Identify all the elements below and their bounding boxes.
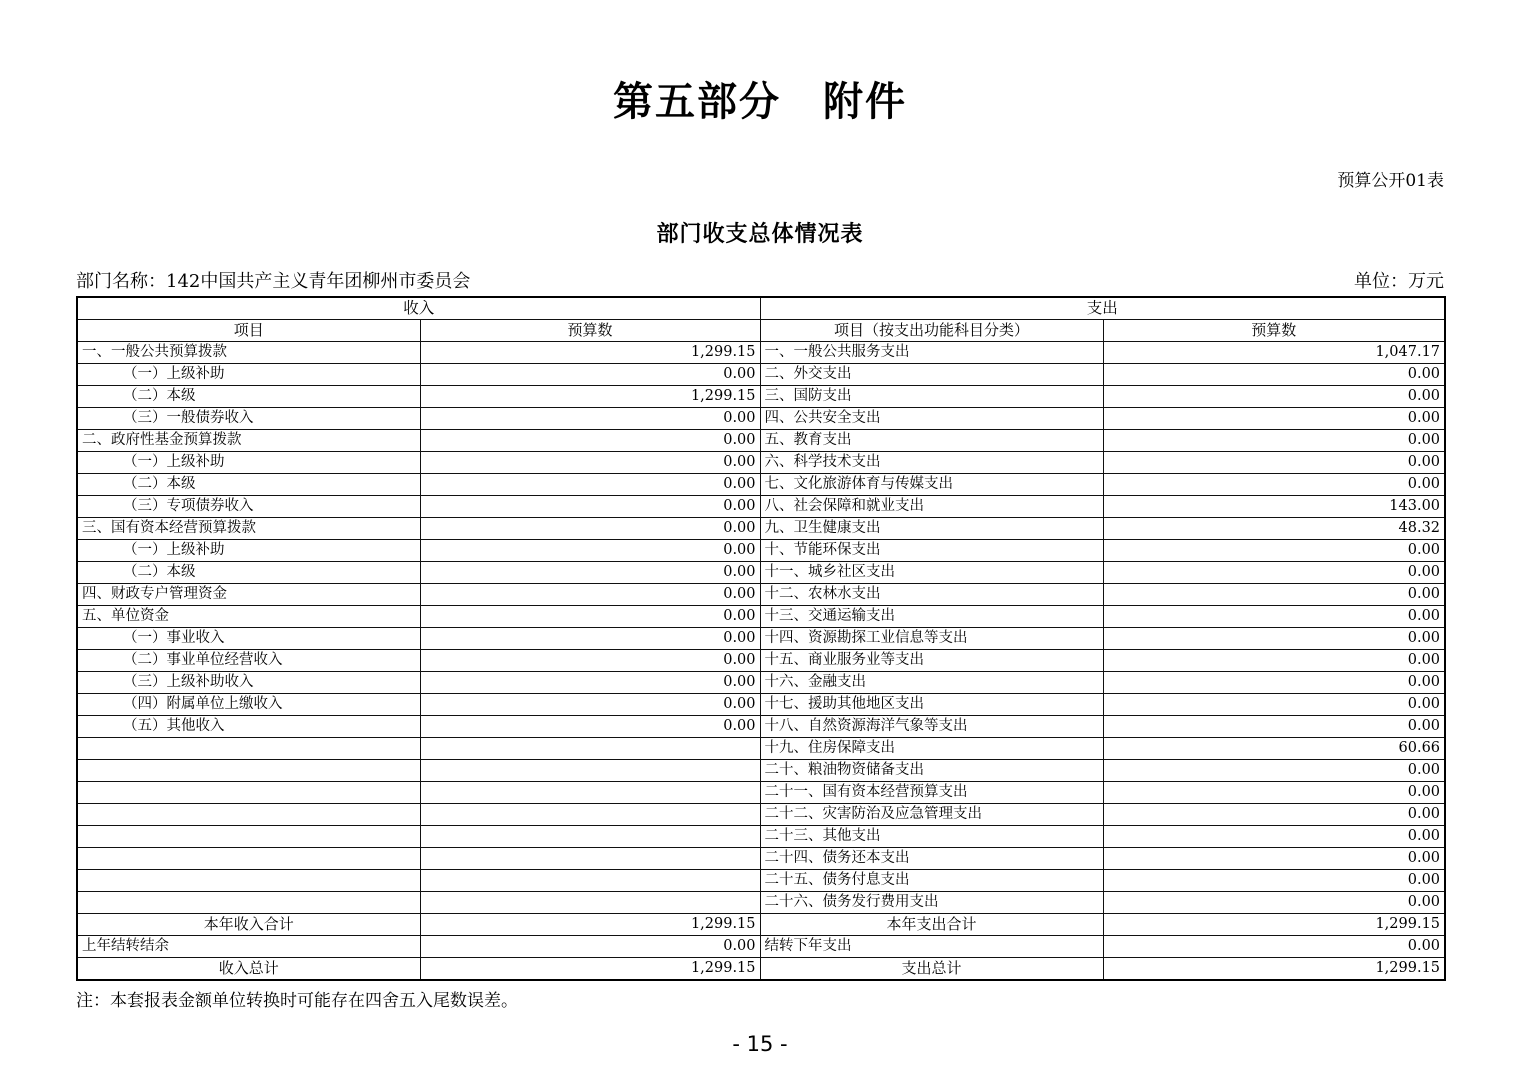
- expense-item-cell: 十八、自然资源海洋气象等支出: [760, 716, 1103, 738]
- table-section-header-row: [77, 297, 1445, 320]
- expense-value-cell: 1,299.15: [1103, 958, 1445, 981]
- expense-value-cell: 0.00: [1103, 936, 1445, 958]
- income-item-cell: 收入总计: [77, 958, 420, 981]
- income-value-cell: 1,299.15: [420, 958, 760, 981]
- expense-value-cell: 0.00: [1103, 628, 1445, 650]
- page-number: - 15 -: [732, 1032, 788, 1056]
- department-name: 部门名称：142中国共产主义青年团柳州市委员会: [76, 271, 471, 292]
- income-item-cell: （四）附属单位上缴收入: [77, 694, 420, 716]
- table-row: [77, 518, 1445, 540]
- expense-item-cell: 十二、农林水支出: [760, 584, 1103, 606]
- income-item-cell: [77, 760, 420, 782]
- expense-item-cell: 四、公共安全支出: [760, 408, 1103, 430]
- expense-value-cell: 1,047.17: [1103, 342, 1445, 364]
- expense-value-cell: 0.00: [1103, 386, 1445, 408]
- expense-value-cell: 0.00: [1103, 826, 1445, 848]
- income-item-cell: （二）本级: [77, 474, 420, 496]
- summary-row: [77, 914, 1445, 936]
- table-row: [77, 452, 1445, 474]
- expense-value-cell: 0.00: [1103, 562, 1445, 584]
- income-value-cell: 0.00: [420, 562, 760, 584]
- expense-item-cell: 二十四、债务还本支出: [760, 848, 1103, 870]
- expense-value-cell: 0.00: [1103, 716, 1445, 738]
- income-value-cell: 0.00: [420, 936, 760, 958]
- table-row: [77, 474, 1445, 496]
- income-item-cell: 上年结转结余: [77, 936, 420, 958]
- expense-value-cell: 0.00: [1103, 364, 1445, 386]
- income-item-cell: [77, 804, 420, 826]
- expense-item-cell: 二十二、灾害防治及应急管理支出: [760, 804, 1103, 826]
- income-item-cell: 一、一般公共预算拨款: [77, 342, 420, 364]
- table-row: [77, 672, 1445, 694]
- income-item-cell: （三）一般债券收入: [77, 408, 420, 430]
- expense-item-cell: 十一、城乡社区支出: [760, 562, 1103, 584]
- expense-item-cell: 十四、资源勘探工业信息等支出: [760, 628, 1103, 650]
- table-row: [77, 584, 1445, 606]
- income-item-cell: [77, 892, 420, 914]
- income-value-cell: 0.00: [420, 628, 760, 650]
- expense-value-cell: 0.00: [1103, 694, 1445, 716]
- budget-table: [76, 296, 1446, 981]
- income-value-cell: 0.00: [420, 694, 760, 716]
- expense-value-cell: 60.66: [1103, 738, 1445, 760]
- expense-value-cell: 0.00: [1103, 848, 1445, 870]
- expense-item-cell: 二十、粮油物资储备支出: [760, 760, 1103, 782]
- income-item-cell: （二）本级: [77, 386, 420, 408]
- income-item-cell: （三）上级补助收入: [77, 672, 420, 694]
- unit-label: 单位：万元: [1354, 271, 1444, 292]
- summary-row: [77, 936, 1445, 958]
- expense-value-cell: 0.00: [1103, 408, 1445, 430]
- income-item-cell: （二）事业单位经营收入: [77, 650, 420, 672]
- table-row: [77, 562, 1445, 584]
- expense-item-cell: 支出总计: [760, 958, 1103, 981]
- income-section-header: 收入: [77, 297, 760, 320]
- table-row: [77, 782, 1445, 804]
- table-row: [77, 628, 1445, 650]
- table-row: [77, 650, 1445, 672]
- table-row: [77, 738, 1445, 760]
- income-item-cell: （一）事业收入: [77, 628, 420, 650]
- expense-value-cell: 48.32: [1103, 518, 1445, 540]
- income-item-cell: （一）上级补助: [77, 364, 420, 386]
- expense-value-cell: 0.00: [1103, 672, 1445, 694]
- income-item-cell: [77, 826, 420, 848]
- expense-value-cell: 1,299.15: [1103, 914, 1445, 936]
- income-item-cell: （二）本级: [77, 562, 420, 584]
- income-value-cell: 0.00: [420, 452, 760, 474]
- income-value-cell: 0.00: [420, 540, 760, 562]
- income-item-cell: 五、单位资金: [77, 606, 420, 628]
- table-row: [77, 826, 1445, 848]
- summary-row: [77, 958, 1445, 981]
- expense-value-cell: 0.00: [1103, 650, 1445, 672]
- table-code-label: 预算公开01表: [1337, 171, 1444, 191]
- income-item-cell: （一）上级补助: [77, 540, 420, 562]
- expense-item-header: 项目（按支出功能科目分类）: [760, 320, 1103, 342]
- expense-value-cell: 0.00: [1103, 430, 1445, 452]
- expense-item-cell: 一、一般公共服务支出: [760, 342, 1103, 364]
- expense-item-cell: 二十五、债务付息支出: [760, 870, 1103, 892]
- income-budget-header: 预算数: [420, 320, 760, 342]
- table-row: [77, 870, 1445, 892]
- table-row: [77, 430, 1445, 452]
- income-item-cell: 本年收入合计: [77, 914, 420, 936]
- table-row: [77, 364, 1445, 386]
- expense-value-cell: 0.00: [1103, 540, 1445, 562]
- expense-value-cell: 0.00: [1103, 804, 1445, 826]
- expense-value-cell: 0.00: [1103, 892, 1445, 914]
- income-item-cell: [77, 848, 420, 870]
- expense-item-cell: 五、教育支出: [760, 430, 1103, 452]
- income-value-cell: [420, 738, 760, 760]
- expense-item-cell: 十五、商业服务业等支出: [760, 650, 1103, 672]
- expense-value-cell: 0.00: [1103, 870, 1445, 892]
- table-row: [77, 606, 1445, 628]
- table-row: [77, 540, 1445, 562]
- income-value-cell: [420, 760, 760, 782]
- table-row: [77, 694, 1445, 716]
- income-item-cell: （五）其他收入: [77, 716, 420, 738]
- income-value-cell: [420, 848, 760, 870]
- income-value-cell: 0.00: [420, 430, 760, 452]
- expense-item-cell: 九、卫生健康支出: [760, 518, 1103, 540]
- income-value-cell: 0.00: [420, 716, 760, 738]
- income-value-cell: 1,299.15: [420, 342, 760, 364]
- income-item-header: 项目: [77, 320, 420, 342]
- income-value-cell: 0.00: [420, 606, 760, 628]
- income-value-cell: 0.00: [420, 518, 760, 540]
- income-value-cell: 0.00: [420, 650, 760, 672]
- expense-value-cell: 0.00: [1103, 584, 1445, 606]
- income-value-cell: [420, 804, 760, 826]
- income-value-cell: [420, 826, 760, 848]
- table-title: 部门收支总体情况表: [656, 222, 864, 247]
- expense-item-cell: 十六、金融支出: [760, 672, 1103, 694]
- expense-item-cell: 八、社会保障和就业支出: [760, 496, 1103, 518]
- expense-value-cell: 143.00: [1103, 496, 1445, 518]
- income-value-cell: 0.00: [420, 496, 760, 518]
- expense-item-cell: 三、国防支出: [760, 386, 1103, 408]
- expense-item-cell: 十、节能环保支出: [760, 540, 1103, 562]
- expense-item-cell: 二、外交支出: [760, 364, 1103, 386]
- table-row: [77, 848, 1445, 870]
- income-item-cell: 三、国有资本经营预算拨款: [77, 518, 420, 540]
- page-title: 第五部分 附件: [613, 79, 907, 125]
- expense-item-cell: 十七、援助其他地区支出: [760, 694, 1103, 716]
- income-value-cell: [420, 782, 760, 804]
- income-item-cell: （三）专项债券收入: [77, 496, 420, 518]
- expense-budget-header: 预算数: [1103, 320, 1445, 342]
- income-value-cell: 1,299.15: [420, 386, 760, 408]
- income-value-cell: 0.00: [420, 672, 760, 694]
- income-value-cell: [420, 892, 760, 914]
- income-value-cell: 0.00: [420, 364, 760, 386]
- expense-item-cell: 七、文化旅游体育与传媒支出: [760, 474, 1103, 496]
- table-column-header-row: [77, 320, 1445, 342]
- table-row: [77, 760, 1445, 782]
- income-item-cell: （一）上级补助: [77, 452, 420, 474]
- income-value-cell: 0.00: [420, 474, 760, 496]
- expense-value-cell: 0.00: [1103, 606, 1445, 628]
- expense-item-cell: 二十六、债务发行费用支出: [760, 892, 1103, 914]
- table-row: [77, 716, 1445, 738]
- table-row: [77, 408, 1445, 430]
- table-row: [77, 804, 1445, 826]
- budget-table-body: [77, 342, 1445, 981]
- income-value-cell: 1,299.15: [420, 914, 760, 936]
- expense-item-cell: 二十三、其他支出: [760, 826, 1103, 848]
- income-value-cell: 0.00: [420, 408, 760, 430]
- income-item-cell: 四、财政专户管理资金: [77, 584, 420, 606]
- income-item-cell: [77, 870, 420, 892]
- expense-item-cell: 十九、住房保障支出: [760, 738, 1103, 760]
- table-row: [77, 342, 1445, 364]
- table-row: [77, 386, 1445, 408]
- table-meta-row: [76, 271, 1444, 293]
- income-value-cell: [420, 870, 760, 892]
- footnote: 注：本套报表金额单位转换时可能存在四舍五入尾数误差。: [76, 991, 518, 1011]
- income-item-cell: [77, 782, 420, 804]
- expense-value-cell: 0.00: [1103, 474, 1445, 496]
- expense-value-cell: 0.00: [1103, 452, 1445, 474]
- expense-value-cell: 0.00: [1103, 760, 1445, 782]
- table-row: [77, 892, 1445, 914]
- expense-item-cell: 六、科学技术支出: [760, 452, 1103, 474]
- income-item-cell: [77, 738, 420, 760]
- expense-value-cell: 0.00: [1103, 782, 1445, 804]
- expense-item-cell: 结转下年支出: [760, 936, 1103, 958]
- expense-item-cell: 二十一、国有资本经营预算支出: [760, 782, 1103, 804]
- expense-section-header: 支出: [760, 297, 1445, 320]
- table-row: [77, 496, 1445, 518]
- income-item-cell: 二、政府性基金预算拨款: [77, 430, 420, 452]
- income-value-cell: 0.00: [420, 584, 760, 606]
- expense-item-cell: 十三、交通运输支出: [760, 606, 1103, 628]
- expense-item-cell: 本年支出合计: [760, 914, 1103, 936]
